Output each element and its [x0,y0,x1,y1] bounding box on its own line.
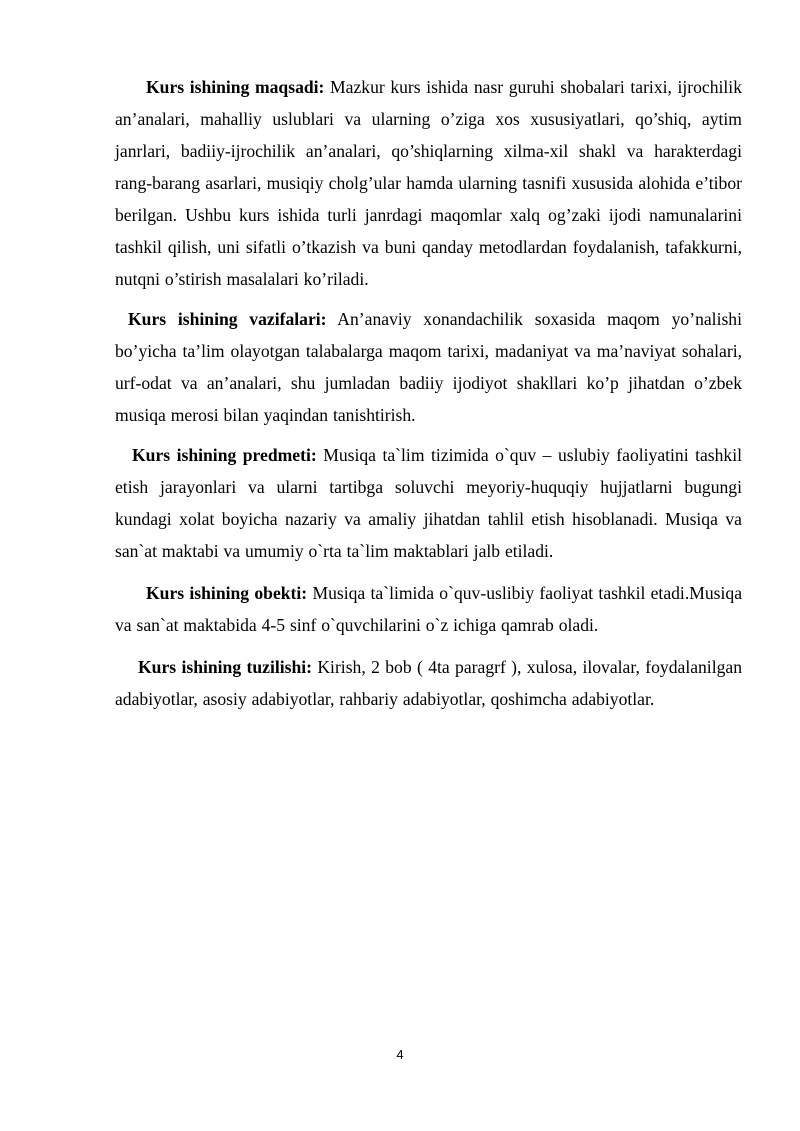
section-heading: Kurs ishining predmeti: [132,445,317,465]
section-heading: Kurs ishining vazifalari: [128,309,327,329]
section-heading: Kurs ishining maqsadi: [146,77,325,97]
section-text: Kirish, 2 bob ( 4ta paragrf ), xulosa, ilovalar, foydalanilgan adabiyotlar, asosiy adabiyotlar, rahbariy adabiyotlar, qoshimcha adabiyotlar. [115,657,742,709]
section-heading: Kurs ishining obekti: [146,583,308,603]
section-text: Musiqa ta`limida o`quv-uslibiy faoliyat tashkil etadi.Musiqa va san`at maktabida 4-5 sinf o`quvchilarini o`z ichiga qamrab oladi. [115,583,742,635]
section-tasks [115,303,742,431]
section-object [115,577,742,641]
section-text: Mazkur kurs ishida nasr guruhi shobalari tarixi, ijrochilik an’analari, mahalliy uslublari va ularning o’ziga xos xususiyatlari, qo’shiq, aytim janrlari, badiiy-ijrochilik an’analari, qo’shiqlarning xilma-xil shakl va harakterdagi rang-barang asarlari, musiqiy cholg’ular hamda ularning tasnifi xususida alohida e’tibor berilgan. Ushbu kurs ishida turli janrdagi maqomlar xalq og’zaki ijodi namunalarini tashkil qilish, uni sifatli o’tkazish va buni qanday metodlardan foydalanish, tafakkurni, nutqni o’stirish masalalari ko’riladi. [115,77,742,289]
section-subject [115,439,742,567]
page-body [115,71,742,715]
section-text: An’anaviy xonandachilik soxasida maqom yo’nalishi bo’yicha ta’lim olayotgan talabalarga maqom tarixi, madaniyat va ma’naviyat sohalari, urf-odat va an’analari, shu jumladan badiiy ijodiyot shakllari ko’p jihatdan o’zbek musiqa merosi bilan yaqindan tanishtirish. [115,309,742,425]
section-heading: Kurs ishining tuzilishi: [138,657,312,677]
section-goal [115,71,742,295]
section-text: Musiqa ta`lim tizimida o`quv – uslubiy faoliyatini tashkil etish jarayonlari va ularni tartibga soluvchi meyoriy-huquqiy hujjatlarni bugungi kundagi xolat boyicha nazariy va amaliy jihatdan tahlil etish hisoblanadi. Musiqa va san`at maktabi va umumiy o`rta ta`lim maktablari jalb etiladi. [115,445,742,561]
page-number: 4 [396,1047,404,1062]
section-structure [115,651,742,715]
